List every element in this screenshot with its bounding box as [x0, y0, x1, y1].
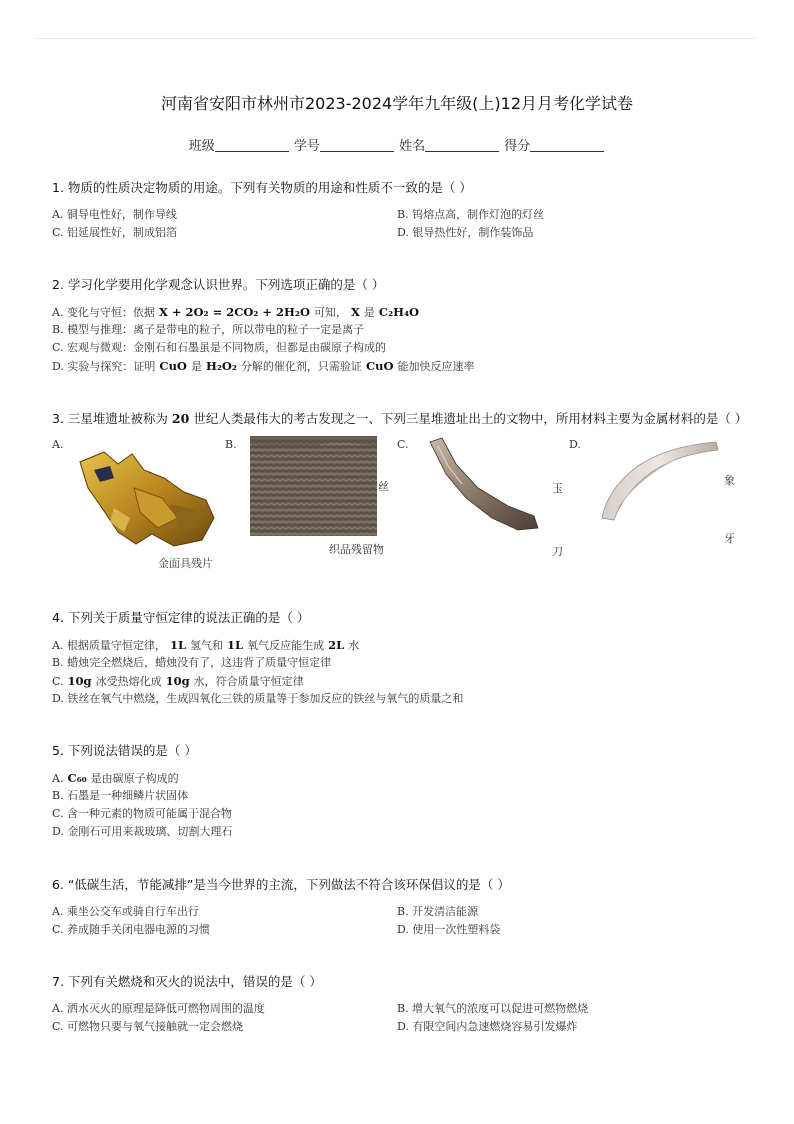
option-d[interactable]: D. 铁丝在氧气中燃烧，生成四氧化三铁的质量等于参加反应的铁丝与氧气的质量之和 — [52, 692, 464, 705]
gold-mask-image — [74, 448, 220, 550]
option-text: 水，符合质量守恒定律 — [193, 675, 304, 688]
option-c[interactable]: C. 可燃物只要与氧气接触就一定会燃烧 — [52, 1020, 244, 1033]
stem-number: 20 — [171, 411, 190, 426]
quantity: 2L — [328, 638, 345, 652]
option-d[interactable] — [52, 357, 752, 375]
equation: X + 2O₂ = 2CO₂ + 2H₂O — [158, 305, 310, 319]
option-a-letter[interactable]: A. — [52, 438, 64, 451]
option-b[interactable]: B. 石墨是一种细鳞片状固体 — [52, 789, 189, 802]
option-text: 氧气反应能生成 — [247, 639, 325, 652]
quantity: 10g — [67, 674, 92, 688]
class-blank[interactable] — [215, 138, 289, 152]
option-text: 是 — [363, 306, 375, 319]
score-blank[interactable] — [530, 138, 604, 152]
option-d[interactable]: D. 使用一次性塑料袋 — [397, 923, 501, 936]
question-7 — [52, 974, 752, 1036]
formula: H₂O₂ — [205, 359, 237, 373]
option-a[interactable] — [52, 303, 752, 321]
caption-c-part1: 玉 — [552, 482, 563, 495]
option-text: 水 — [348, 639, 360, 652]
jade-knife-image — [426, 436, 542, 532]
option-d-letter[interactable]: D. — [569, 438, 581, 451]
option-text: 能加快反应速率 — [397, 360, 475, 373]
option-b[interactable]: B. 模型与推理：离子是带电的粒子，所以带电的粒子一定是离子 — [52, 323, 365, 336]
caption-c-part2: 刀 — [552, 545, 563, 558]
option-text: 分解的催化剂，只需验证 — [240, 360, 362, 373]
option-a[interactable]: A. 洒水灭火的原理是降低可燃物周围的温度 — [52, 1002, 265, 1015]
option-d[interactable]: D. 有限空间内急速燃烧容易引发爆炸 — [397, 1020, 578, 1033]
name-label: 姓名 — [399, 139, 426, 154]
option-a[interactable] — [52, 636, 752, 654]
question-stem — [52, 411, 752, 427]
name-blank[interactable] — [425, 138, 499, 152]
option-b[interactable]: B. 增大氧气的浓度可以促进可燃物燃烧 — [397, 1002, 589, 1015]
formula: CuO — [365, 359, 394, 373]
question-stem: 4. 下列关于质量守恒定律的说法正确的是（ ） — [52, 610, 310, 625]
question-stem: 6. “低碳生活，节能减排”是当今世界的主流，下列做法不符合该环保倡议的是（ ） — [52, 877, 510, 892]
quantity: 1L — [227, 638, 244, 652]
caption-b-part2: 织品残留物 — [329, 543, 384, 556]
question-2 — [52, 277, 752, 375]
quantity: 1L — [169, 638, 187, 652]
formula: CuO — [159, 359, 187, 373]
silk-residue-image — [250, 436, 377, 536]
option-text: 是 — [190, 360, 202, 373]
formula: C₆₀ — [67, 771, 87, 785]
option-text: A. 根据质量守恒定律， — [52, 639, 166, 652]
option-b[interactable]: B. 钨熔点高，制作灯泡的灯丝 — [397, 208, 545, 221]
option-a[interactable]: A. 铜导电性好，制作导线 — [52, 208, 177, 221]
question-stem: 5. 下列说法错误的是（ ） — [52, 743, 197, 758]
class-label: 班级 — [188, 139, 215, 154]
student-id-label: 学号 — [293, 139, 320, 154]
option-a[interactable] — [52, 769, 752, 787]
option-text: 可知， — [313, 306, 347, 319]
option-c[interactable]: C. 养成随手关闭电器电源的习惯 — [52, 923, 211, 936]
caption-d-part1: 象 — [724, 474, 735, 487]
option-c[interactable]: C. 宏观与微观：金刚石和石墨虽是不同物质，但都是由碳原子构成的 — [52, 341, 387, 354]
score-label: 得分 — [504, 139, 531, 154]
option-text: 氢气和 — [190, 639, 224, 652]
option-d[interactable]: D. 金刚石可用来裁玻璃、切割大理石 — [52, 825, 233, 838]
option-b[interactable]: B. 蜡烛完全燃烧后，蜡烛没有了，这违背了质量守恒定律 — [52, 656, 332, 669]
caption-d-part2: 牙 — [724, 532, 735, 545]
question-stem: 2. 学习化学要用化学观念认识世界。下列选项正确的是（ ） — [52, 277, 385, 292]
question-4 — [52, 610, 752, 708]
option-text: C. — [52, 675, 64, 688]
question-3 — [52, 411, 752, 427]
formula-x: X — [350, 305, 360, 319]
question-6 — [52, 877, 752, 939]
option-a[interactable]: A. 乘坐公交车或骑自行车出行 — [52, 905, 199, 918]
header-divider — [36, 38, 758, 39]
question-1 — [52, 180, 752, 242]
caption-b-part1: 丝 — [378, 480, 389, 493]
option-c-letter[interactable]: C. — [397, 438, 409, 451]
stem-text: 3. 三星堆遗址被称为 — [52, 411, 168, 426]
student-info-line — [0, 135, 794, 154]
option-text: 是由碳原子构成的 — [90, 772, 179, 785]
stem-text: 世纪人类最伟大的考古发现之一、下列三星堆遗址出土的文物中，所用材料主要为金属材料的是（ ） — [193, 411, 748, 426]
question-stem: 7. 下列有关燃烧和灭火的说法中，错误的是（ ） — [52, 974, 322, 989]
option-c[interactable]: C. 含一种元素的物质可能属于混合物 — [52, 807, 233, 820]
caption-a: 金面具残片 — [158, 557, 213, 570]
question-5 — [52, 743, 752, 841]
student-id-blank[interactable] — [320, 138, 394, 152]
formula: C₂H₄O — [378, 305, 420, 319]
option-b-letter[interactable]: B. — [225, 438, 237, 451]
option-c[interactable]: C. 铝延展性好，制成铝箔 — [52, 226, 178, 239]
option-text: D. 实验与探究：证明 — [52, 360, 156, 373]
option-d[interactable]: D. 银导热性好，制作装饰品 — [397, 226, 534, 239]
quantity: 10g — [165, 674, 190, 688]
option-b[interactable]: B. 开发清洁能源 — [397, 905, 479, 918]
ivory-image — [598, 438, 722, 524]
option-c[interactable] — [52, 672, 752, 690]
exam-title: 河南省安阳市林州市2023-2024学年九年级(上)12月月考化学试卷 — [160, 94, 634, 113]
option-text: A. — [52, 772, 64, 785]
question-stem: 1. 物质的性质决定物质的用途。下列有关物质的用途和性质不一致的是（ ） — [52, 180, 472, 195]
option-text: 冰受热熔化成 — [95, 675, 162, 688]
option-text: A. 变化与守恒：依据 — [52, 306, 155, 319]
